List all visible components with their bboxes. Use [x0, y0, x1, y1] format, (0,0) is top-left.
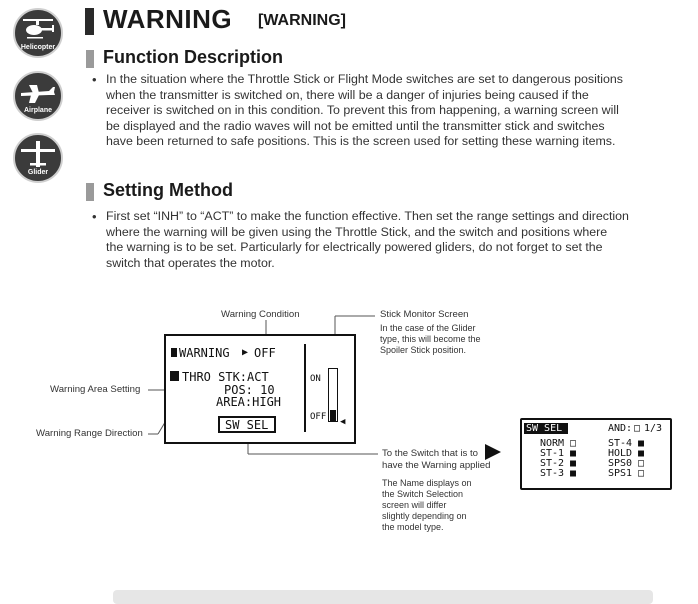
to-switch-label	[382, 448, 490, 472]
and-checkbox[interactable]: □	[634, 423, 641, 434]
text-line: First set “INH” to “ACT” to make the function effective. Then set the range settings and direction	[106, 209, 629, 223]
text-line: be displayed and the radio waves will not be emitted until the transmitter stick and switches	[106, 118, 605, 133]
label-warning-range: Warning Range Direction	[36, 428, 143, 439]
badge-label: Glider	[27, 169, 49, 176]
setting-heading: Setting Method	[103, 180, 233, 200]
title-marker	[171, 348, 177, 357]
cursor-icon	[170, 371, 179, 381]
lcd-line3[interactable]: AREA:HIGH	[216, 395, 282, 409]
switch-right-mark-1: ■	[638, 448, 645, 459]
bottom-note-box	[113, 590, 653, 604]
note-line: The Name displays on	[382, 478, 472, 488]
sw-sel-button-label: SW SEL	[225, 418, 269, 432]
stick-gauge-fill	[330, 410, 336, 422]
lcd-line1[interactable]: THRO STK:ACT	[182, 370, 269, 384]
switch-select-lcd-screen	[520, 418, 672, 490]
switch-left-mark-3: ■	[570, 468, 577, 479]
label-warning-condition: Warning Condition	[221, 309, 300, 320]
page-title: WARNING	[103, 4, 233, 34]
stick-monitor-note	[380, 323, 481, 356]
name-display-note	[382, 478, 472, 533]
label-stick-monitor: Stick Monitor Screen	[380, 309, 469, 320]
note-line: type, this will become the	[380, 334, 481, 344]
switch-left-0[interactable]: NORM	[540, 438, 565, 449]
lcd-line2[interactable]: POS: 10	[224, 383, 275, 397]
switch-right-3[interactable]: SPS1	[608, 468, 633, 479]
text-line: switch that operates the motor.	[106, 255, 275, 270]
note-line: To the Switch that is to	[382, 448, 478, 459]
label-warning-area: Warning Area Setting	[50, 384, 141, 395]
arrow-right-icon: ▶	[242, 347, 249, 358]
switch-left-1[interactable]: ST-1	[540, 448, 565, 459]
stick-off-label: OFF	[310, 412, 327, 422]
switch-left-3[interactable]: ST-3	[540, 468, 565, 479]
switch-right-mark-3: □	[638, 468, 645, 479]
note-line: screen will differ	[382, 500, 447, 510]
text-line: have been returned to safe positions. This is the screen used for setting these warning items.	[106, 134, 616, 148]
lcd-state[interactable]: OFF	[254, 346, 276, 360]
badge-label: Helicopter	[20, 44, 56, 51]
switch-right-mark-0: ■	[638, 438, 645, 449]
switch-left-mark-2: ■	[570, 458, 577, 469]
note-line: have the Warning applied	[382, 460, 491, 471]
switch-right-mark-2: □	[638, 458, 645, 469]
bullet: •	[92, 209, 97, 224]
page-title-sub: [WARNING]	[258, 12, 346, 29]
function-heading: Function Description	[103, 47, 283, 67]
switch-left-mark-1: ■	[570, 448, 577, 459]
badge-label: Airplane	[23, 107, 52, 114]
stick-on-label: ON	[310, 374, 321, 384]
bullet: •	[92, 72, 97, 87]
note-line: slightly depending on	[382, 511, 467, 521]
switch-left-mark-0: □	[570, 438, 577, 449]
and-label: AND:	[608, 423, 633, 434]
switch-right-1[interactable]: HOLD	[608, 448, 633, 459]
text-line: receiver is switched on in this condition. To prevent this from happening, a warning screen will	[106, 103, 619, 117]
sw-sel-header: SW SEL	[526, 423, 563, 434]
page-indicator: 1/3	[644, 423, 663, 434]
note-line: the Switch Selection	[382, 489, 464, 499]
text-line: where the warning will be given using the Throttle Stick, and the switch and positions where	[106, 224, 608, 239]
lcd-title: WARNING	[179, 346, 230, 360]
sw-sel-button[interactable]	[218, 416, 276, 433]
stick-position-pointer: ◀	[340, 417, 346, 427]
switch-right-0[interactable]: ST-4	[608, 438, 633, 449]
note-line: Spoiler Stick position.	[380, 345, 467, 355]
text-line: In the situation where the Throttle Stick or Flight Mode switches are set to dangerous positions	[106, 72, 624, 86]
switch-left-2[interactable]: ST-2	[540, 458, 565, 469]
note-line: In the case of the Glider	[380, 323, 476, 333]
note-line: the model type.	[382, 522, 444, 532]
warning-lcd-screen	[164, 334, 356, 444]
text-line: the warning is to be set. Particularly for electrically powered gliders, do not forget to set the	[106, 240, 603, 254]
switch-right-2[interactable]: SPS0	[608, 458, 633, 469]
stick-monitor	[304, 344, 350, 432]
text-line: when the transmitter is switched on, there will be a danger of injuries being caused if the	[106, 87, 589, 102]
